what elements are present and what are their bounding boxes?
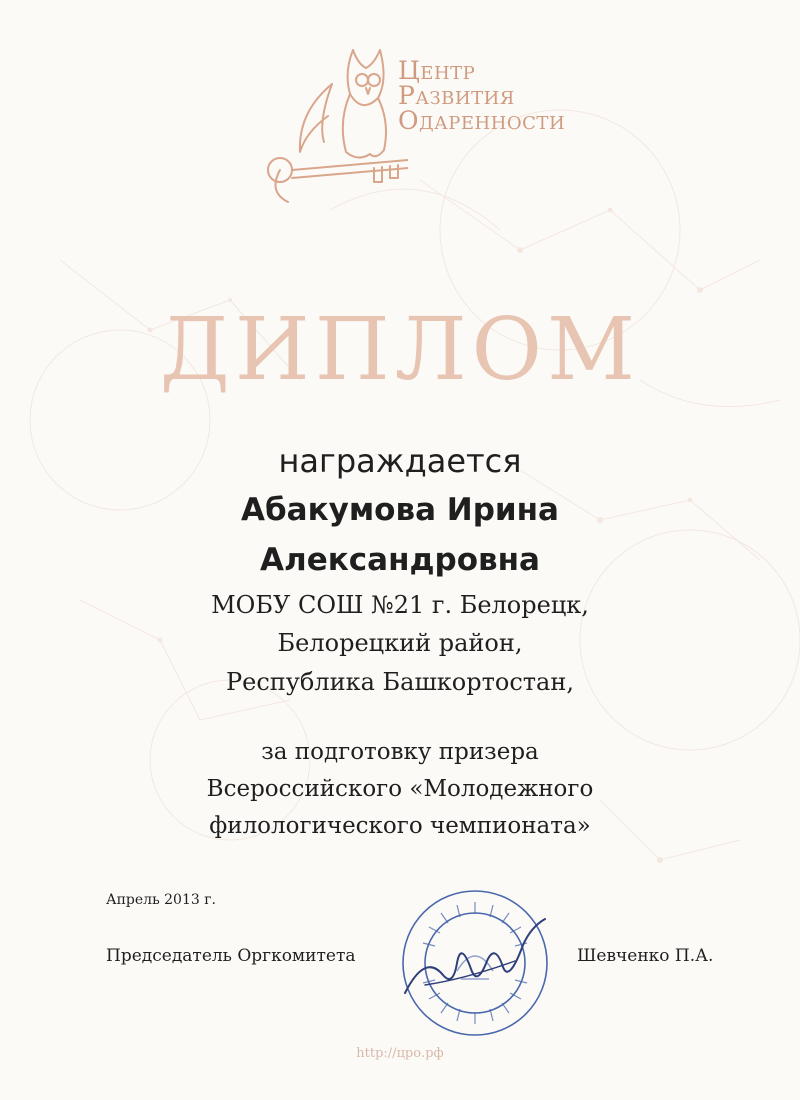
logo-line-3: Одаренности	[398, 106, 566, 135]
reason-line-3: филологического чемпионата»	[209, 813, 591, 839]
address-line-3: Республика Башкортостан,	[226, 668, 574, 696]
website-url: http://цро.рф	[356, 1046, 444, 1061]
recipient-name-line-2: Александровна	[260, 542, 540, 578]
logo-line-1: Центр	[398, 56, 476, 85]
signer-name: Шевченко П.А.	[577, 946, 714, 966]
reason-line-2: Всероссийского «Молодежного	[206, 776, 594, 802]
reason-line-1: за подготовку призера	[261, 739, 539, 765]
organization-logo-text	[398, 58, 565, 133]
awarded-text: награждается	[278, 442, 522, 480]
address-line-1: МОБУ СОШ №21 г. Белорецк,	[211, 591, 589, 619]
diploma-title: ДИПЛОМ	[159, 300, 641, 400]
logo-line-2: Развития	[398, 81, 515, 110]
address-line-2: Белорецкий район,	[277, 629, 523, 657]
recipient-name-line-1: Абакумова Ирина	[241, 492, 559, 528]
issue-date: Апрель 2013 г.	[106, 892, 217, 908]
chair-label: Председатель Оргкомитета	[106, 946, 356, 966]
owl-key-icon	[258, 42, 408, 212]
official-seal-stamp	[395, 883, 555, 1043]
